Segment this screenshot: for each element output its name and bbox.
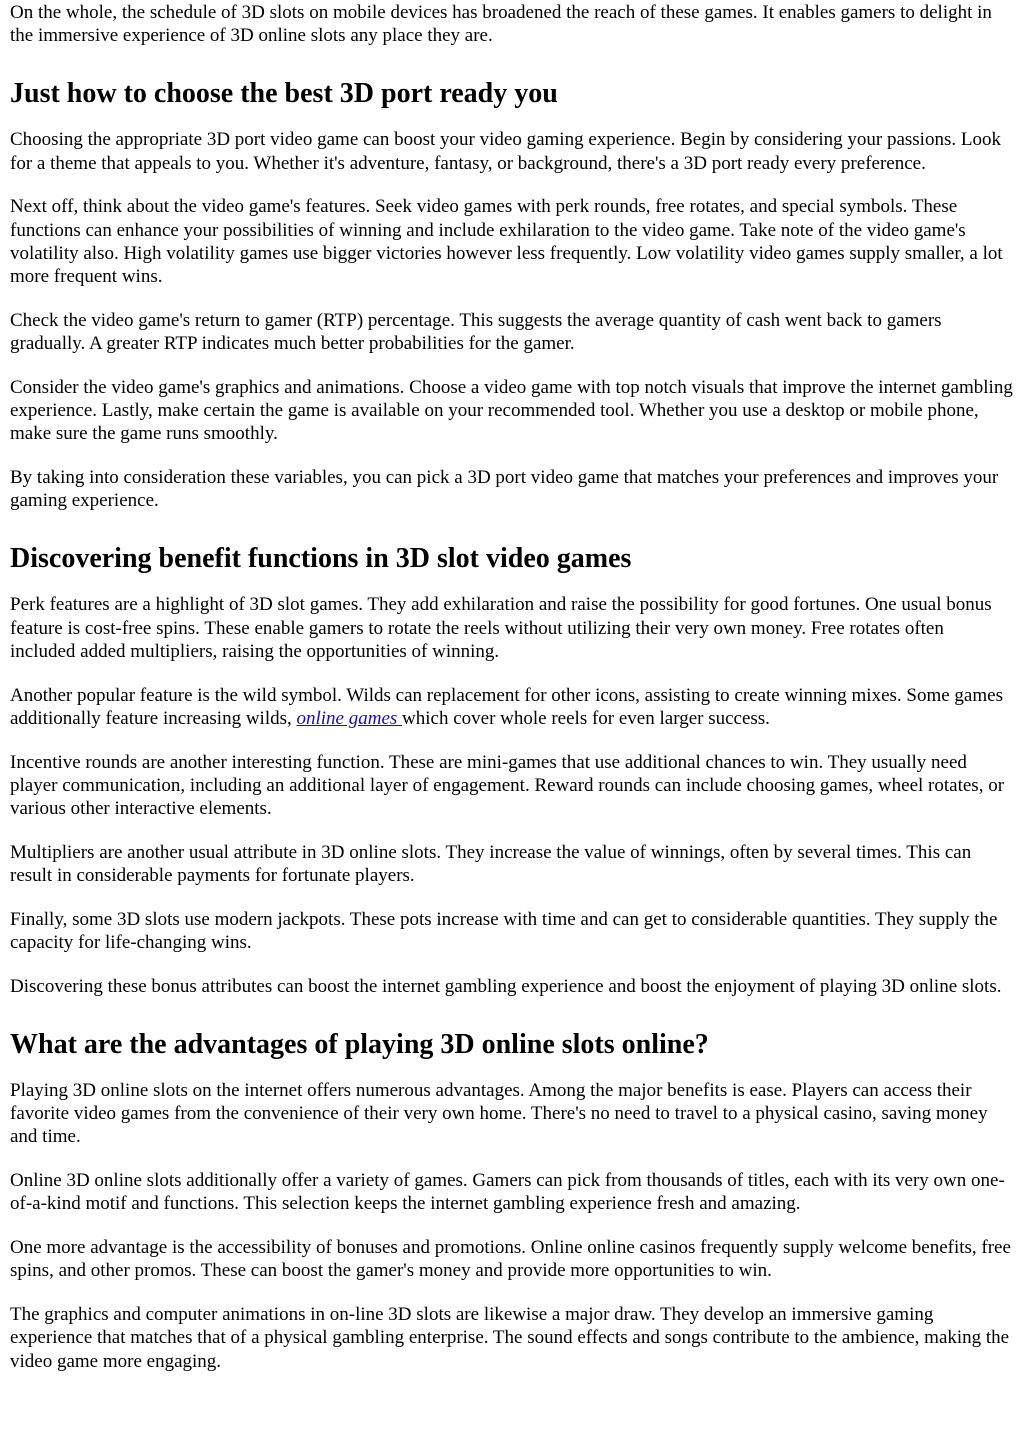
paragraph: Choosing the appropriate 3D port video game can boost your video gaming experience. Begin by considering your passions. Look for a theme that appeals to you. Whether it's adventure, fantasy, or background, there's a 3D port ready every preference.	[10, 129, 1001, 174]
paragraph-text-after-link: which cover whole reels for even larger success.	[402, 707, 770, 729]
section-heading-bonus-functions: Discovering benefit functions in 3D slot video games	[10, 543, 632, 575]
section-heading-choose-3d-port: Just how to choose the best 3D port ready you	[10, 78, 558, 110]
paragraph: One more advantage is the accessibility of bonuses and promotions. Online online casinos frequently supply welcome benefits, free spins, and other promos. These can boost the gamer's money and provide more opportunities to win.	[10, 1237, 1011, 1282]
paragraph: Multipliers are another usual attribute in 3D online slots. They increase the value of winnings, often by several times. This can result in considerable payments for fortunate players.	[10, 841, 972, 887]
paragraph: Incentive rounds are another interesting function. These are mini-games that use additional chances to win. They usually need player communication, including an additional layer of engagement. Reward rounds can include choosing games, wheel rotates, or various other interactive elements.	[10, 751, 1005, 820]
online-games-link[interactable]: online games	[296, 707, 403, 729]
paragraph: Next off, think about the video game's features. Seek video games with perk rounds, free rotates, and special symbols. These functions can enhance your possibilities of winning and include exhilaration to the video game. Take note of the video game's volatility also. High volatility games use bigger victories however less frequently. Low volatility video games supply smaller, a lot more frequent wins.	[10, 196, 1003, 288]
paragraph: Perk features are a highlight of 3D slot games. They add exhilaration and raise the possibility for good fortunes. One usual bonus feature is cost-free spins. These enable gamers to rotate the reels without utilizing their very own money. Free rotates often included added multipliers, raising the opportunities of winning.	[10, 594, 992, 662]
paragraph: Playing 3D online slots on the internet offers numerous advantages. Among the major benefits is ease. Players can access their favorite video games from the convenience of their very own home. There's no need to travel to a physical casino, saving money and time.	[10, 1080, 988, 1148]
paragraph: Finally, some 3D slots use modern jackpots. These pots increase with time and can get to considerable quantities. They supply the capacity for life-changing wins.	[10, 908, 998, 954]
paragraph: Online 3D online slots additionally offer a variety of games. Gamers can pick from thousands of titles, each with its very own one-of-a-kind motif and functions. This selection keeps the internet gambling experience fresh and amazing.	[10, 1170, 1005, 1215]
paragraph-intro: On the whole, the schedule of 3D slots on mobile devices has broadened the reach of these games. It enables gamers to delight in the immersive experience of 3D online slots any place they are.	[10, 2, 992, 47]
paragraph: Consider the video game's graphics and animations. Choose a video game with top notch visuals that improve the internet gambling experience. Lastly, make certain the game is available on your recommended tool. Whether you use a desktop or mobile phone, make sure the game runs smoothly.	[10, 376, 1013, 445]
section-heading-advantages: What are the advantages of playing 3D online slots online?	[10, 1029, 709, 1061]
paragraph: Check the video game's return to gamer (RTP) percentage. This suggests the average quantity of cash went back to gamers gradually. A greater RTP indicates much better probabilities for the gamer.	[10, 309, 942, 355]
paragraph: By taking into consideration these variables, you can pick a 3D port video game that matches your preferences and improves your gaming experience.	[10, 467, 999, 512]
paragraph-text-before-link: Another popular feature is the wild symbol. Wilds can replacement for other icons, assisting to create winning mixes. Some games additionally feature increasing wilds,	[10, 684, 1003, 729]
paragraph-with-link	[10, 684, 1014, 730]
paragraph: The graphics and computer animations in on-line 3D slots are likewise a major draw. They develop an immersive gaming experience that matches that of a physical gambling enterprise. The sound effects and songs contribute to the ambience, making the video game more engaging.	[10, 1304, 1010, 1372]
paragraph: Discovering these bonus attributes can boost the internet gambling experience and boost the enjoyment of playing 3D online slots.	[10, 975, 1002, 997]
article	[0, 1, 1024, 1373]
